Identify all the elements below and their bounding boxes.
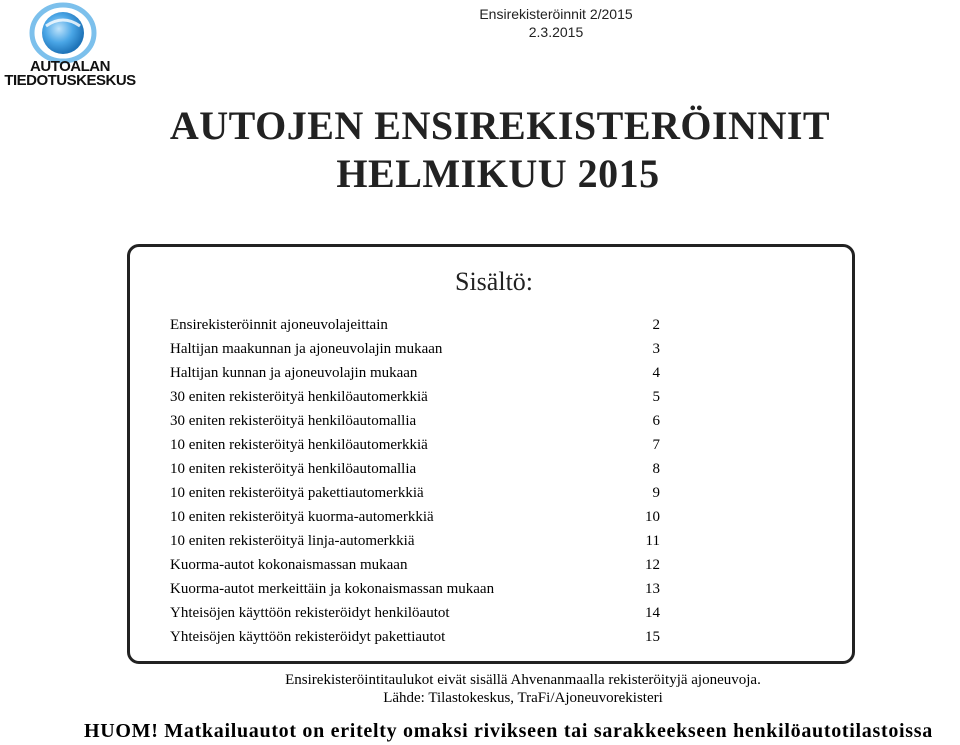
contents-item-page: 9 <box>652 485 660 501</box>
contents-item-label: 10 eniten rekisteröityä linja-automerkkiä <box>170 533 415 549</box>
huom-note: HUOM! Matkailuautot on eritelty omaksi rivikseen tai sarakkeekseen henkilöautotilastoissa <box>84 720 933 742</box>
contents-item-page: 8 <box>652 461 660 477</box>
contents-item-page: 7 <box>652 437 660 453</box>
contents-item <box>170 457 660 481</box>
contents-item-page: 15 <box>645 629 660 645</box>
contents-item <box>170 385 660 409</box>
contents-item-label: Ensirekisteröinnit ajoneuvolajeittain <box>170 317 388 333</box>
contents-item <box>170 577 660 601</box>
contents-list <box>170 313 660 649</box>
autoalan-globe-icon <box>28 2 98 64</box>
contents-item-label: Yhteisöjen käyttöön rekisteröidyt pakettiautot <box>170 629 446 645</box>
contents-item <box>170 625 660 649</box>
ahvenanmaa-note: Ensirekisteröintitaulukot eivät sisällä Ahvenanmaalla rekisteröityjä ajoneuvoja. <box>285 672 761 688</box>
logo-text-autoalan: AUTOALAN <box>30 58 110 75</box>
contents-item-page: 13 <box>645 581 660 597</box>
contents-item <box>170 505 660 529</box>
contents-item-label: 30 eniten rekisteröityä henkilöautomallia <box>170 413 417 429</box>
contents-item <box>170 529 660 553</box>
page-title: AUTOJEN ENSIREKISTERÖINNIT <box>169 103 831 148</box>
contents-item-page: 2 <box>652 317 660 333</box>
page-subtitle: HELMIKUU 2015 <box>336 151 660 196</box>
contents-item-label: 10 eniten rekisteröityä henkilöautomallia <box>170 461 417 477</box>
contents-item <box>170 481 660 505</box>
contents-heading: Sisältö: <box>455 267 534 296</box>
contents-item-label: Haltijan maakunnan ja ajoneuvolajin mukaan <box>170 341 443 357</box>
contents-item-page: 12 <box>645 557 660 573</box>
contents-item-page: 10 <box>645 509 660 525</box>
contents-item <box>170 313 660 337</box>
contents-item-label: 10 eniten rekisteröityä pakettiautomerkkiä <box>170 485 424 501</box>
report-id: Ensirekisteröinnit 2/2015 <box>479 6 633 22</box>
contents-item-label: 30 eniten rekisteröityä henkilöautomerkkiä <box>170 389 428 405</box>
contents-item-label: Yhteisöjen käyttöön rekisteröidyt henkilöautot <box>170 605 450 621</box>
contents-item-page: 6 <box>652 413 660 429</box>
report-date: 2.3.2015 <box>528 24 584 40</box>
contents-item-page: 11 <box>645 533 660 549</box>
contents-item-page: 5 <box>652 389 660 405</box>
contents-item-page: 4 <box>652 365 660 381</box>
contents-item <box>170 601 660 625</box>
contents-box <box>127 244 855 664</box>
logo <box>0 2 140 88</box>
contents-item-page: 3 <box>652 341 660 357</box>
contents-item-label: Kuorma-autot merkeittäin ja kokonaismassan mukaan <box>170 581 495 597</box>
contents-item-label: 10 eniten rekisteröityä kuorma-automerkkiä <box>170 509 434 525</box>
source-note: Lähde: Tilastokeskus, TraFi/Ajoneuvorekisteri <box>383 690 663 706</box>
contents-item <box>170 361 660 385</box>
contents-item-label: 10 eniten rekisteröityä henkilöautomerkkiä <box>170 437 428 453</box>
contents-item-page: 14 <box>645 605 660 621</box>
contents-item <box>170 433 660 457</box>
contents-item <box>170 337 660 361</box>
contents-item <box>170 553 660 577</box>
contents-item-label: Kuorma-autot kokonaismassan mukaan <box>170 557 408 573</box>
contents-item <box>170 409 660 433</box>
logo-text-tiedotuskeskus: TIEDOTUSKESKUS <box>4 72 136 89</box>
contents-item-label: Haltijan kunnan ja ajoneuvolajin mukaan <box>170 365 418 381</box>
